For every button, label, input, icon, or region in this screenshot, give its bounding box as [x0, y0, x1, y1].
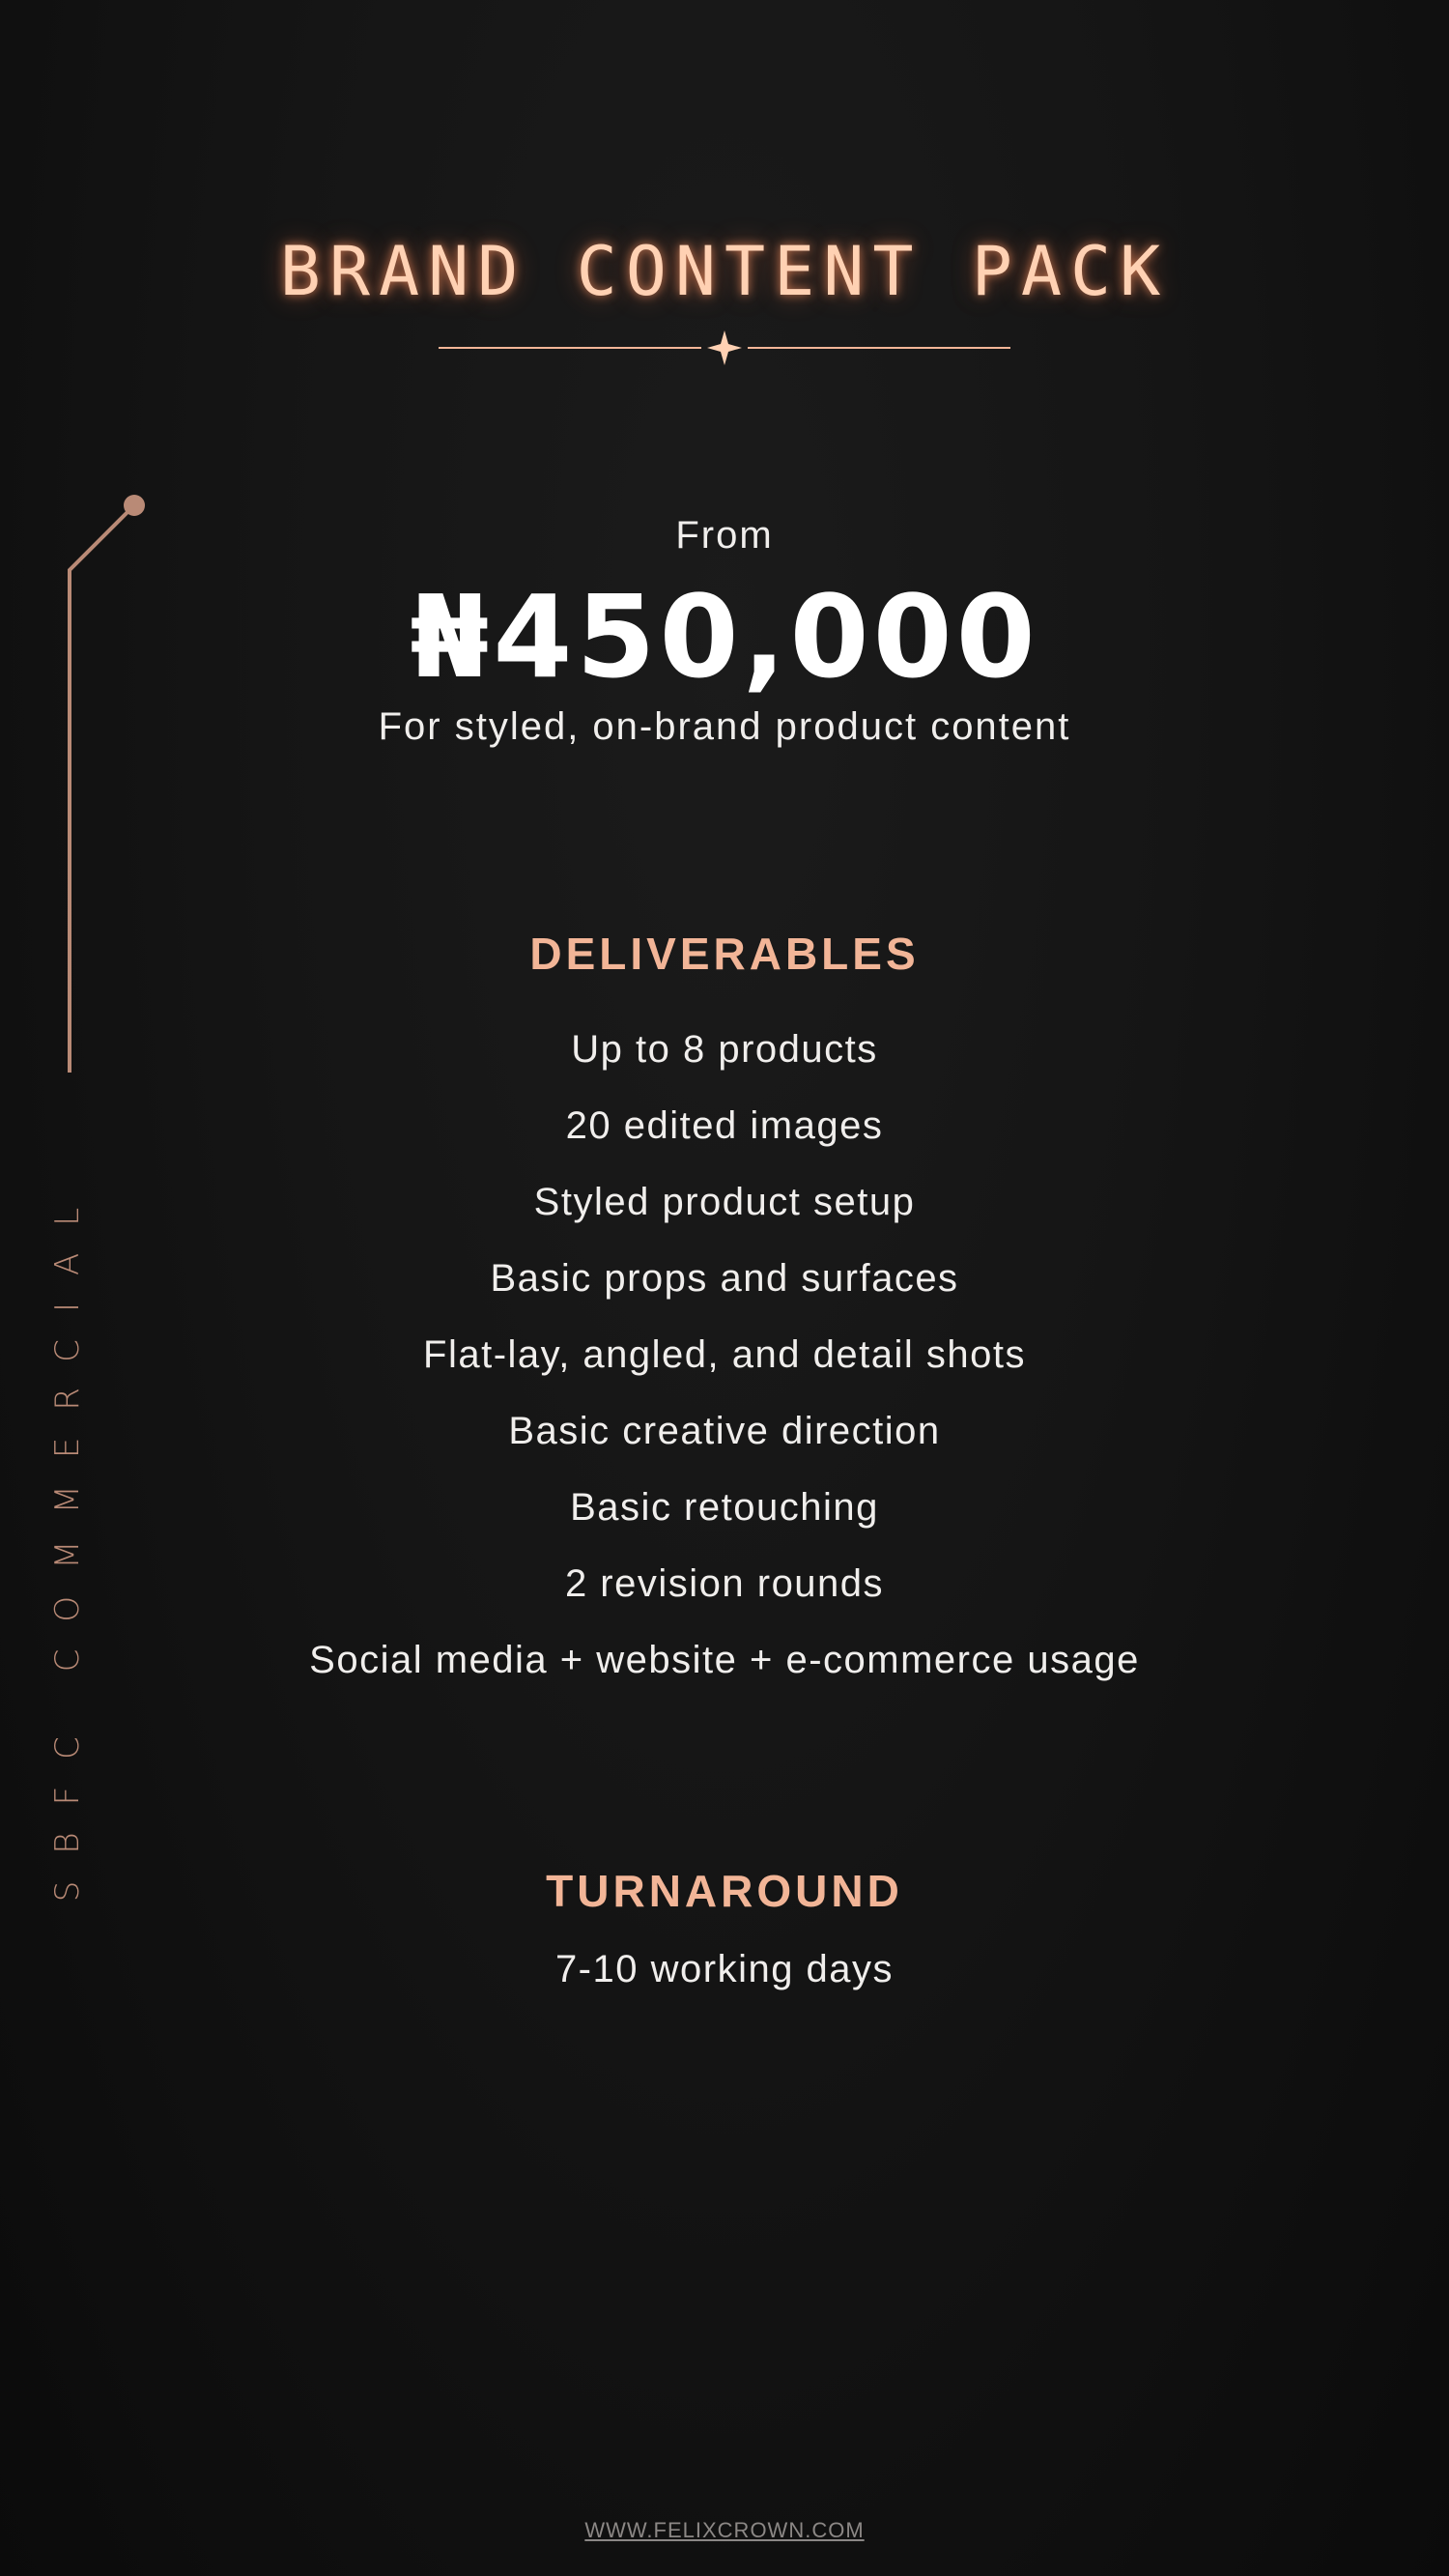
turnaround-value: 7-10 working days	[554, 1948, 895, 1990]
side-brand-text: SBFC COMMERCIAL	[48, 1180, 87, 1903]
list-item: Basic creative direction	[508, 1410, 941, 1452]
list-item: Up to 8 products	[571, 1028, 878, 1071]
list-item: Social media + website + e-commerce usage	[309, 1639, 1140, 1681]
price-subtitle: For styled, on-brand product content	[378, 705, 1071, 748]
page-title: BRAND CONTENT PACK	[279, 232, 1170, 311]
list-item: Basic props and surfaces	[490, 1257, 959, 1300]
turnaround-heading: TURNAROUND	[546, 1866, 903, 1916]
list-item: 2 revision rounds	[564, 1562, 885, 1605]
list-item: Styled product setup	[533, 1181, 916, 1223]
list-item: Flat-lay, angled, and detail shots	[423, 1333, 1026, 1376]
sparkle-divider-icon	[435, 329, 1014, 367]
deliverables-list	[0, 1028, 1449, 1715]
price-prefix: From	[675, 514, 774, 557]
list-item: 20 edited images	[565, 1104, 884, 1147]
price-amount: ₦450,000	[410, 570, 1039, 703]
website-link[interactable]: WWW.FELIXCROWN.COM	[584, 2518, 865, 2542]
list-item: Basic retouching	[570, 1486, 879, 1529]
deliverables-heading: DELIVERABLES	[529, 929, 920, 979]
